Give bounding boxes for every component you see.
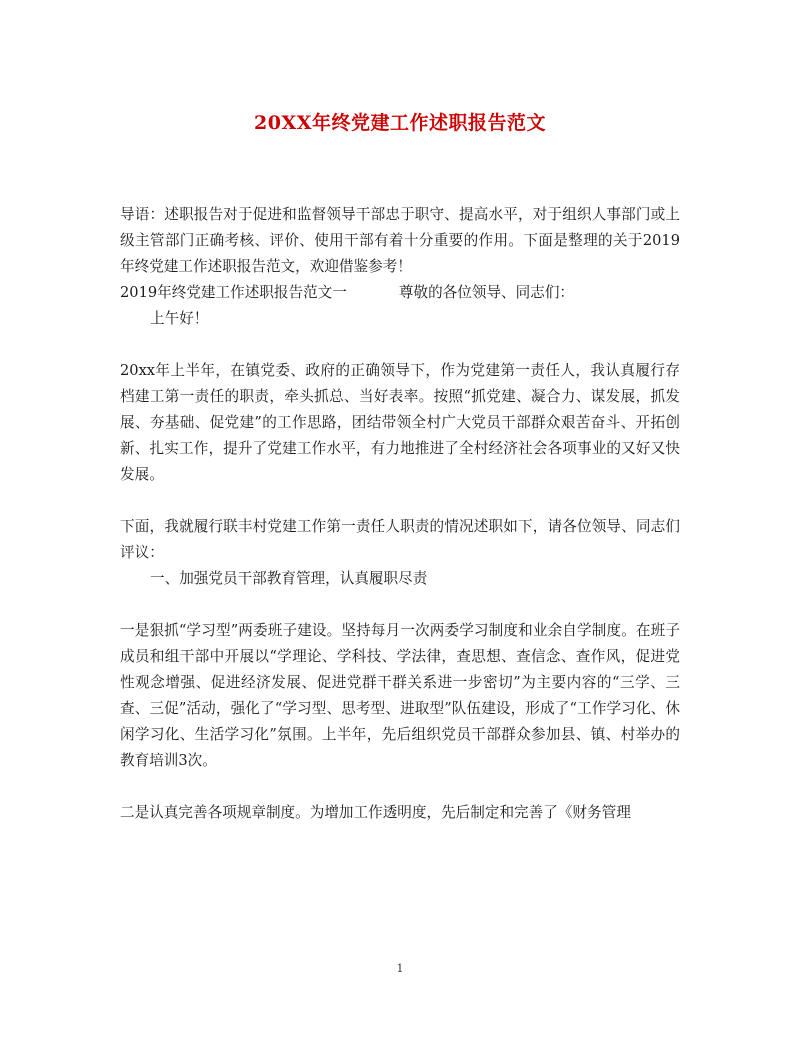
page-number: 1 xyxy=(396,962,404,975)
paragraph-1: 20xx年上半年，在镇党委、政府的正确领导下，作为党建第一责任人，我认真履行存档建工第一责任的职责，牵头抓总、当好表率。按照“抓党建、凝合力、谋发展，抓发展、夯基础、促党建”的工作思路，团结带领全村广大党员干部群众艰苦奋斗、开拓创新、扎实工作，提升了党建工作水平，有力地推进了全村经济社会各项事业的又好又快发展。 xyxy=(120,362,680,483)
subheading-1: 一、加强党员干部教育管理，认真履职尽责 xyxy=(150,570,428,587)
greeting: 上午好！ xyxy=(150,310,209,327)
salutation: 尊敬的各位领导、同志们： xyxy=(398,284,575,301)
document-body xyxy=(120,202,680,826)
section-heading: 2019年终党建工作述职报告范文一 xyxy=(120,284,347,301)
paragraph-3: 一是狠抓“学习型”两委班子建设。坚持每月一次两委学习制度和业余自学制度。在班子成员和组干部中开展以“学理论、学科技、学法律，查思想、查信念、查作风，促进党性观念增强、促进经济发展、促进党群干群关系进一步密切”为主要内容的“三学、三查、三促”活动，强化了“学习型、思考型、进取型”队伍建设，形成了“工作学习化、休闲学习化、生活学习化”氛围。上半年，先后组织党员干部群众参加县、镇、村举办的教育培训3次。 xyxy=(120,622,680,769)
intro-paragraph: 导语：述职报告对于促进和监督领导干部忠于职守、提高水平，对于组织人事部门或上级主管部门正确考核、评价、使用干部有着十分重要的作用。下面是整理的关于2019年终党建工作述职报告范文，欢迎借鉴参考！ xyxy=(120,206,680,275)
section-heading-line xyxy=(120,280,680,306)
paragraph-4: 二是认真完善各项规章制度。为增加工作透明度，先后制定和完善了《财务管理 xyxy=(120,804,631,821)
paragraph-2: 下面，我就履行联丰村党建工作第一责任人职责的情况述职如下，请各位领导、同志们评议： xyxy=(120,518,680,561)
document-title: 20XX年终党建工作述职报告范文 xyxy=(254,112,546,134)
